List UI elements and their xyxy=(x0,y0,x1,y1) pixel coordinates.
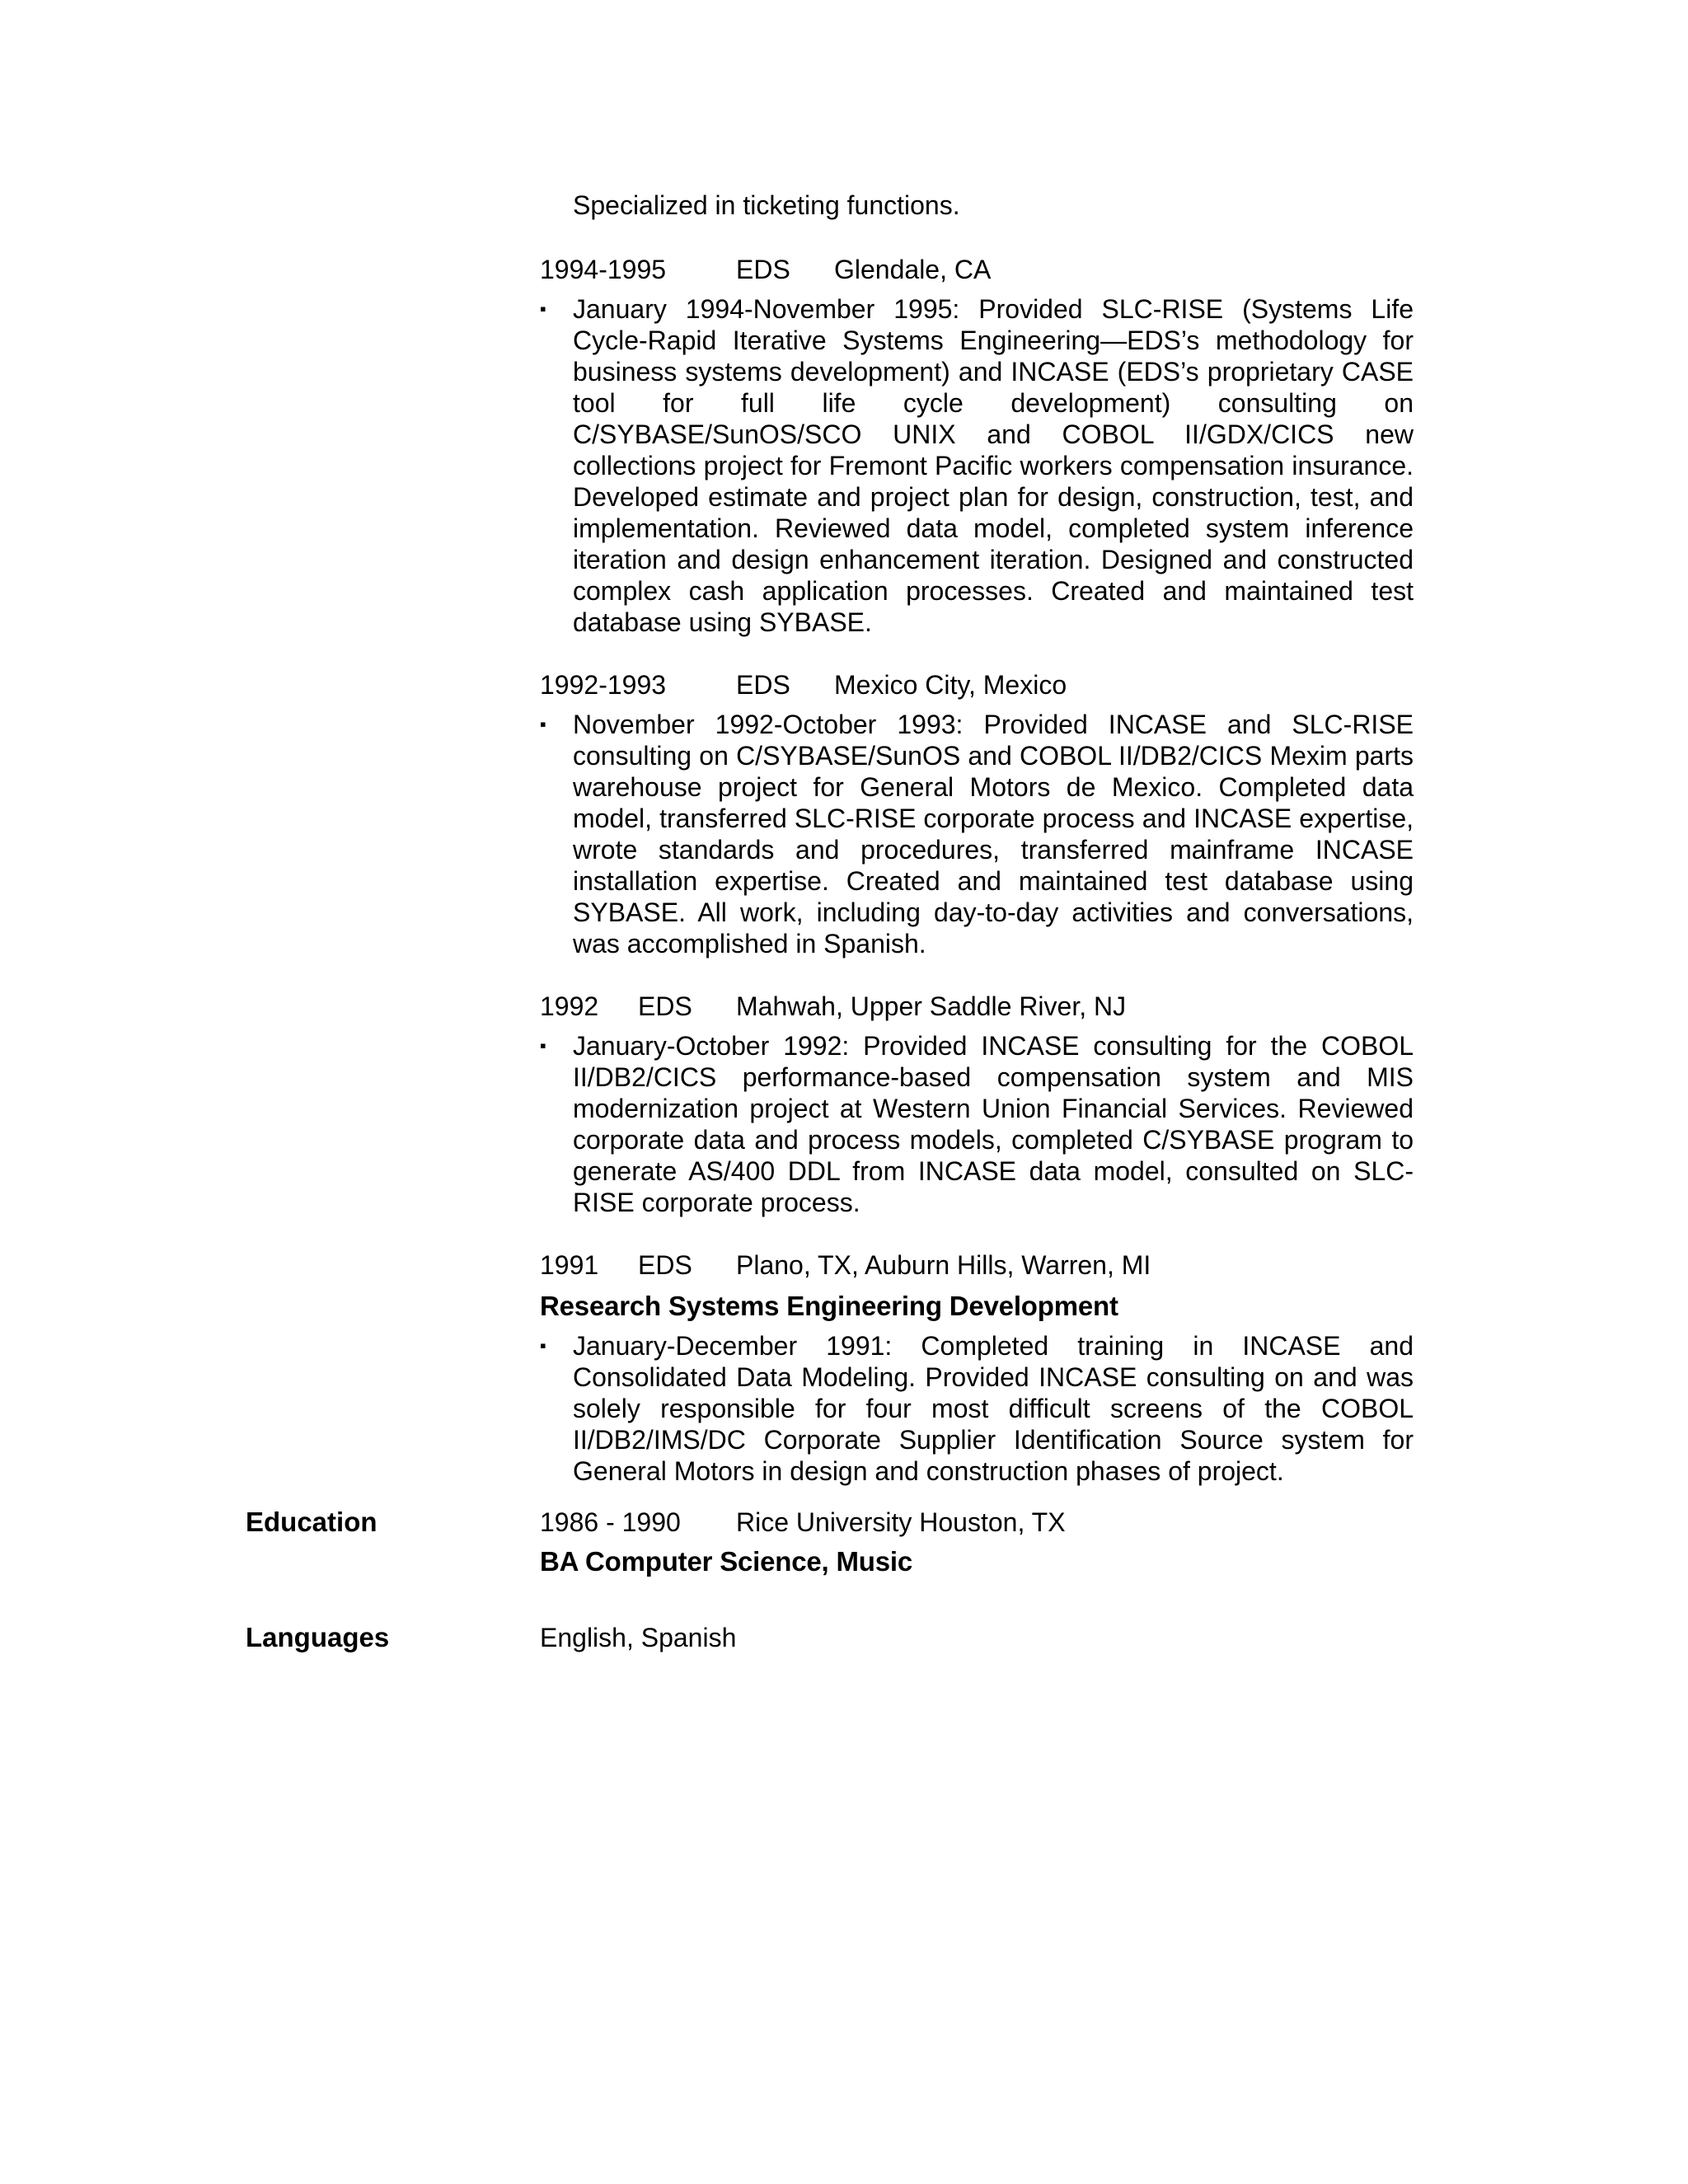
job-bullet xyxy=(540,293,1414,638)
education-body xyxy=(540,1507,1414,1577)
bullet-icon: ▪ xyxy=(540,298,546,319)
job-entry xyxy=(540,991,1414,1218)
intro-line: Specialized in ticketing functions. xyxy=(573,190,960,220)
education-school: Rice University Houston, TX xyxy=(736,1507,1066,1537)
job-description: January 1994-November 1995: Provided SLC-RISE (Systems Life Cycle-Rapid Iterative Systems Engineering—EDS’s methodology for business systems development) and INCASE (EDS’s proprietary CASE tool for full life cycle development) consulting on C/SYBASE/SunOS/SCO UNIX and COBOL II/GDX/CICS new collections project for Fremont Pacific workers compensation insurance. Developed estimate and project plan for design, construction, test, and implementation. Reviewed data model, completed system inference iteration and design enhancement iteration. Designed and constructed complex cash application processes. Created and maintained test database using SYBASE. xyxy=(573,294,1414,637)
languages-value: English, Spanish xyxy=(540,1623,737,1652)
job-location: Mahwah, Upper Saddle River, NJ xyxy=(736,991,1127,1021)
job-description: January-December 1991: Completed training in INCASE and Consolidated Data Modeling. Provided INCASE consulting on and was solely responsible for four most difficult screens of the COBOL II/DB2/IMS/DC Corporate Supplier Identification Source system for General Motors in design and construction phases of project. xyxy=(573,1331,1414,1486)
job-entry xyxy=(540,669,1414,959)
job-location: Mexico City, Mexico xyxy=(834,670,1067,700)
job-bullet xyxy=(540,1030,1414,1218)
languages-label: Languages xyxy=(246,1622,390,1652)
job-bullet xyxy=(540,709,1414,959)
job-company: EDS xyxy=(638,991,692,1021)
job-years: 1992 xyxy=(540,991,599,1021)
job-description: November 1992-October 1993: Provided INCASE and SLC-RISE consulting on C/SYBASE/SunOS and COBOL II/DB2/CICS Mexim parts warehouse project for General Motors de Mexico. Completed data model, transferred SLC-RISE corporate process and INCASE expertise, wrote standards and procedures, transferred mainframe INCASE installation expertise. Created and maintained test database using SYBASE. All work, including day-to-day activities and conversations, was accomplished in Spanish. xyxy=(573,710,1414,958)
education-years: 1986 - 1990 xyxy=(540,1507,681,1537)
bullet-icon: ▪ xyxy=(540,1035,546,1056)
education-label: Education xyxy=(246,1507,377,1537)
job-entry xyxy=(540,1249,1414,1487)
education-degree: BA Computer Science, Music xyxy=(540,1546,913,1577)
job-company: EDS xyxy=(736,255,790,284)
job-years: 1992-1993 xyxy=(540,670,667,700)
job-subtitle: Research Systems Engineering Development xyxy=(540,1291,1118,1321)
job-years: 1991 xyxy=(540,1250,599,1280)
job-header xyxy=(540,1249,1414,1281)
languages-body xyxy=(540,1622,1414,1653)
job-header xyxy=(540,991,1414,1022)
job-location: Glendale, CA xyxy=(834,255,992,284)
job-company: EDS xyxy=(736,670,790,700)
job-company: EDS xyxy=(638,1250,692,1280)
job-entry xyxy=(540,254,1414,638)
bullet-icon: ▪ xyxy=(540,1335,546,1356)
job-description: January-October 1992: Provided INCASE consulting for the COBOL II/DB2/CICS performance-based compensation system and MIS modernization project at Western Union Financial Services. Reviewed corporate data and process models, completed C/SYBASE program to generate AS/400 DDL from INCASE data model, consulted on SLC-RISE corporate process. xyxy=(573,1031,1414,1217)
job-years: 1994-1995 xyxy=(540,255,667,284)
job-header xyxy=(540,254,1414,285)
job-bullet xyxy=(540,1330,1414,1487)
job-header xyxy=(540,669,1414,701)
experience-section xyxy=(540,190,1414,1518)
education-header xyxy=(540,1507,1414,1538)
job-location: Plano, TX, Auburn Hills, Warren, MI xyxy=(736,1250,1151,1280)
bullet-icon: ▪ xyxy=(540,714,546,734)
